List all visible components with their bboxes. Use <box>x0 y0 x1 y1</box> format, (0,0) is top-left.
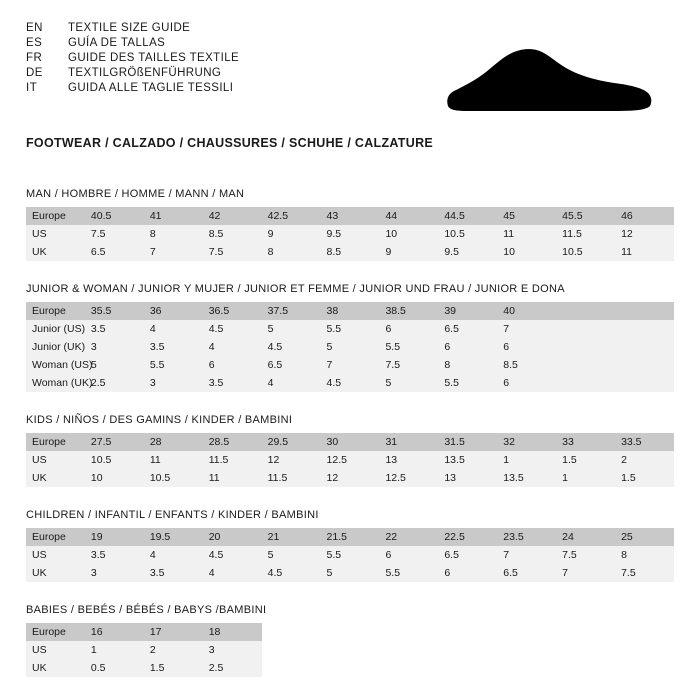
cell: 3 <box>85 338 144 356</box>
cell: 36 <box>144 302 203 320</box>
table-row <box>26 207 674 225</box>
section-junior-woman <box>26 283 674 392</box>
cell: 5.5 <box>379 564 438 582</box>
table-row <box>26 356 674 374</box>
cell: 32 <box>497 433 556 451</box>
language-title: TEXTILGRÖßENFÜHRUNG <box>68 67 222 79</box>
language-title: GUÍA DE TALLAS <box>68 37 166 49</box>
cell: 38.5 <box>379 302 438 320</box>
cell-empty <box>379 641 438 659</box>
cell: 5.5 <box>379 338 438 356</box>
cell: 4.5 <box>203 320 262 338</box>
cell: 6 <box>497 338 556 356</box>
cell: 3.5 <box>85 320 144 338</box>
cell: 3 <box>85 564 144 582</box>
cell: 11.5 <box>556 225 615 243</box>
table-row <box>26 659 674 677</box>
cell: 33.5 <box>615 433 674 451</box>
cell: 4.5 <box>321 374 380 392</box>
cell <box>615 356 674 374</box>
size-table-junior-woman <box>26 302 674 392</box>
cell: 4.5 <box>262 564 321 582</box>
cell: 1 <box>85 641 144 659</box>
cell: 16 <box>85 623 144 641</box>
cell: 6.5 <box>438 320 497 338</box>
cell: 6 <box>379 320 438 338</box>
cell: 4 <box>203 338 262 356</box>
cell: 2.5 <box>85 374 144 392</box>
table-row <box>26 469 674 487</box>
cell: 8.5 <box>497 356 556 374</box>
section-title: JUNIOR & WOMAN / JUNIOR Y MUJER / JUNIOR ET FEMME / JUNIOR UND FRAU / JUNIOR E DONA <box>26 283 565 295</box>
cell: 10.5 <box>144 469 203 487</box>
cell: 3.5 <box>85 546 144 564</box>
cell-empty <box>379 659 438 677</box>
cell: 23.5 <box>497 528 556 546</box>
table-row <box>26 302 674 320</box>
cell: 2 <box>144 641 203 659</box>
cell: 8 <box>438 356 497 374</box>
cell: 42 <box>203 207 262 225</box>
cell: 20 <box>203 528 262 546</box>
cell: 3 <box>144 374 203 392</box>
table-row <box>26 623 674 641</box>
cell: 4 <box>144 546 203 564</box>
language-code: FR <box>26 52 43 64</box>
cell: 5 <box>379 374 438 392</box>
table-row <box>26 374 674 392</box>
cell: 6.5 <box>262 356 321 374</box>
cell: 12.5 <box>379 469 438 487</box>
cell: 6.5 <box>497 564 556 582</box>
table-row <box>26 320 674 338</box>
cell: 25 <box>615 528 674 546</box>
cell: 7 <box>321 356 380 374</box>
cell: 10.5 <box>85 451 144 469</box>
cell: 6 <box>379 546 438 564</box>
section-title: KIDS / NIÑOS / DES GAMINS / KINDER / BAMBINI <box>26 414 293 426</box>
cell: 19 <box>85 528 144 546</box>
size-table-babies <box>26 623 674 677</box>
section-title: BABIES / BEBÉS / BÉBÉS / BABYS /BAMBINI <box>26 604 267 616</box>
cell: 7.5 <box>203 243 262 261</box>
cell <box>615 374 674 392</box>
cell: 38 <box>321 302 380 320</box>
cell: 6 <box>438 338 497 356</box>
table-row <box>26 225 674 243</box>
row-label: Junior (UK) <box>26 338 85 356</box>
cell: 6 <box>497 374 556 392</box>
cell-empty <box>556 623 615 641</box>
cell-empty <box>556 641 615 659</box>
cell: 6 <box>203 356 262 374</box>
size-table-kids <box>26 433 674 487</box>
cell: 11 <box>144 451 203 469</box>
cell: 8 <box>615 546 674 564</box>
cell: 45 <box>497 207 556 225</box>
cell: 13.5 <box>438 451 497 469</box>
table-row <box>26 243 674 261</box>
cell <box>615 338 674 356</box>
cell-empty <box>497 623 556 641</box>
cell: 3.5 <box>144 338 203 356</box>
cell: 31 <box>379 433 438 451</box>
cell: 7 <box>497 546 556 564</box>
row-label: Woman (US) <box>26 356 85 374</box>
cell: 3.5 <box>203 374 262 392</box>
cell: 33 <box>556 433 615 451</box>
size-table-man <box>26 207 674 261</box>
section-man <box>26 188 674 261</box>
cell: 40 <box>497 302 556 320</box>
cell: 8 <box>144 225 203 243</box>
cell: 8.5 <box>321 243 380 261</box>
language-row <box>26 22 674 34</box>
section-kids <box>26 414 674 487</box>
cell: 1 <box>497 451 556 469</box>
cell: 8 <box>262 243 321 261</box>
cell: 8.5 <box>203 225 262 243</box>
cell-empty <box>438 641 497 659</box>
cell <box>556 374 615 392</box>
cell: 12.5 <box>321 451 380 469</box>
section-title: MAN / HOMBRE / HOMME / MANN / MAN <box>26 188 245 200</box>
section-title: CHILDREN / INFANTIL / ENFANTS / KINDER / BAMBINI <box>26 509 319 521</box>
cell: 41 <box>144 207 203 225</box>
cell: 44 <box>379 207 438 225</box>
cell: 4 <box>262 374 321 392</box>
cell <box>556 302 615 320</box>
cell: 44.5 <box>438 207 497 225</box>
cell: 12 <box>615 225 674 243</box>
row-label: UK <box>26 659 85 677</box>
language-code: EN <box>26 22 43 34</box>
cell: 45.5 <box>556 207 615 225</box>
cell-empty <box>321 623 380 641</box>
cell: 7 <box>144 243 203 261</box>
cell: 7 <box>556 564 615 582</box>
cell: 22.5 <box>438 528 497 546</box>
language-code: DE <box>26 67 43 79</box>
cell: 5 <box>262 320 321 338</box>
cell-empty <box>262 623 321 641</box>
cell: 29.5 <box>262 433 321 451</box>
row-label: Woman (UK) <box>26 374 85 392</box>
cell-empty <box>615 623 674 641</box>
cell-empty <box>321 659 380 677</box>
cell: 5 <box>85 356 144 374</box>
cell: 11 <box>203 469 262 487</box>
cell: 6.5 <box>438 546 497 564</box>
row-label: UK <box>26 243 85 261</box>
cell-empty <box>438 659 497 677</box>
cell-empty <box>556 659 615 677</box>
cell <box>615 320 674 338</box>
table-row <box>26 451 674 469</box>
table-row <box>26 641 674 659</box>
cell: 39 <box>438 302 497 320</box>
cell: 10 <box>497 243 556 261</box>
cell: 0.5 <box>85 659 144 677</box>
cell <box>556 338 615 356</box>
cell: 21 <box>262 528 321 546</box>
row-label: Europe <box>26 302 85 320</box>
cell: 5 <box>321 338 380 356</box>
cell: 11 <box>497 225 556 243</box>
cell <box>615 302 674 320</box>
cell: 35.5 <box>85 302 144 320</box>
row-label: Europe <box>26 433 85 451</box>
cell: 5.5 <box>144 356 203 374</box>
cell: 24 <box>556 528 615 546</box>
cell: 21.5 <box>321 528 380 546</box>
cell: 27.5 <box>85 433 144 451</box>
cell: 11.5 <box>262 469 321 487</box>
cell-empty <box>438 623 497 641</box>
cell-empty <box>262 659 321 677</box>
cell: 13 <box>379 451 438 469</box>
language-title: TEXTILE SIZE GUIDE <box>68 22 191 34</box>
cell: 6 <box>438 564 497 582</box>
cell: 1.5 <box>144 659 203 677</box>
row-label: US <box>26 451 85 469</box>
cell: 10.5 <box>438 225 497 243</box>
cell <box>556 320 615 338</box>
cell-empty <box>497 641 556 659</box>
cell: 1 <box>556 469 615 487</box>
page-title: FOOTWEAR / CALZADO / CHAUSSURES / SCHUHE / CALZATURE <box>26 136 434 150</box>
table-row <box>26 433 674 451</box>
cell: 11.5 <box>203 451 262 469</box>
row-label: US <box>26 225 85 243</box>
cell: 9 <box>262 225 321 243</box>
cell: 36.5 <box>203 302 262 320</box>
section-children <box>26 509 674 582</box>
cell: 1.5 <box>556 451 615 469</box>
cell: 9.5 <box>438 243 497 261</box>
cell: 37.5 <box>262 302 321 320</box>
cell: 5 <box>262 546 321 564</box>
cell: 31.5 <box>438 433 497 451</box>
row-label: Junior (US) <box>26 320 85 338</box>
page-header <box>26 22 674 122</box>
row-label: UK <box>26 564 85 582</box>
cell: 18 <box>203 623 262 641</box>
cell-empty <box>497 659 556 677</box>
cell: 7 <box>497 320 556 338</box>
cell <box>556 356 615 374</box>
cell-empty <box>379 623 438 641</box>
cell: 10 <box>379 225 438 243</box>
cell: 1.5 <box>615 469 674 487</box>
cell: 2 <box>615 451 674 469</box>
cell: 2.5 <box>203 659 262 677</box>
cell: 28.5 <box>203 433 262 451</box>
language-title: GUIDA ALLE TAGLIE TESSILI <box>68 82 234 94</box>
cell: 5 <box>321 564 380 582</box>
cell: 7.5 <box>556 546 615 564</box>
cell: 6.5 <box>85 243 144 261</box>
language-code: IT <box>26 82 38 94</box>
language-title: GUIDE DES TAILLES TEXTILE <box>68 52 240 64</box>
cell: 4.5 <box>203 546 262 564</box>
cell-empty <box>321 641 380 659</box>
cell: 7.5 <box>615 564 674 582</box>
row-label: Europe <box>26 623 85 641</box>
cell: 40.5 <box>85 207 144 225</box>
cell: 22 <box>379 528 438 546</box>
table-row <box>26 564 674 582</box>
cell: 46 <box>615 207 674 225</box>
row-label: US <box>26 546 85 564</box>
cell: 28 <box>144 433 203 451</box>
cell: 12 <box>321 469 380 487</box>
cell-empty <box>615 641 674 659</box>
cell: 7.5 <box>379 356 438 374</box>
cell: 9 <box>379 243 438 261</box>
section-babies <box>26 604 674 677</box>
table-row <box>26 338 674 356</box>
cell: 10.5 <box>556 243 615 261</box>
table-row <box>26 546 674 564</box>
cell: 4 <box>144 320 203 338</box>
dress-shoe-icon <box>438 44 658 116</box>
cell: 3.5 <box>144 564 203 582</box>
cell: 4 <box>203 564 262 582</box>
cell: 5.5 <box>321 546 380 564</box>
cell: 11 <box>615 243 674 261</box>
row-label: US <box>26 641 85 659</box>
cell: 5.5 <box>321 320 380 338</box>
cell: 19.5 <box>144 528 203 546</box>
row-label: UK <box>26 469 85 487</box>
cell: 3 <box>203 641 262 659</box>
cell: 12 <box>262 451 321 469</box>
cell: 7.5 <box>85 225 144 243</box>
cell: 10 <box>85 469 144 487</box>
cell: 9.5 <box>321 225 380 243</box>
cell-empty <box>262 641 321 659</box>
cell: 5.5 <box>438 374 497 392</box>
cell: 13.5 <box>497 469 556 487</box>
cell-empty <box>615 659 674 677</box>
language-code: ES <box>26 37 43 49</box>
cell: 17 <box>144 623 203 641</box>
row-label: Europe <box>26 528 85 546</box>
cell: 42.5 <box>262 207 321 225</box>
cell: 13 <box>438 469 497 487</box>
cell: 43 <box>321 207 380 225</box>
cell: 30 <box>321 433 380 451</box>
cell: 4.5 <box>262 338 321 356</box>
table-row <box>26 528 674 546</box>
size-table-children <box>26 528 674 582</box>
row-label: Europe <box>26 207 85 225</box>
